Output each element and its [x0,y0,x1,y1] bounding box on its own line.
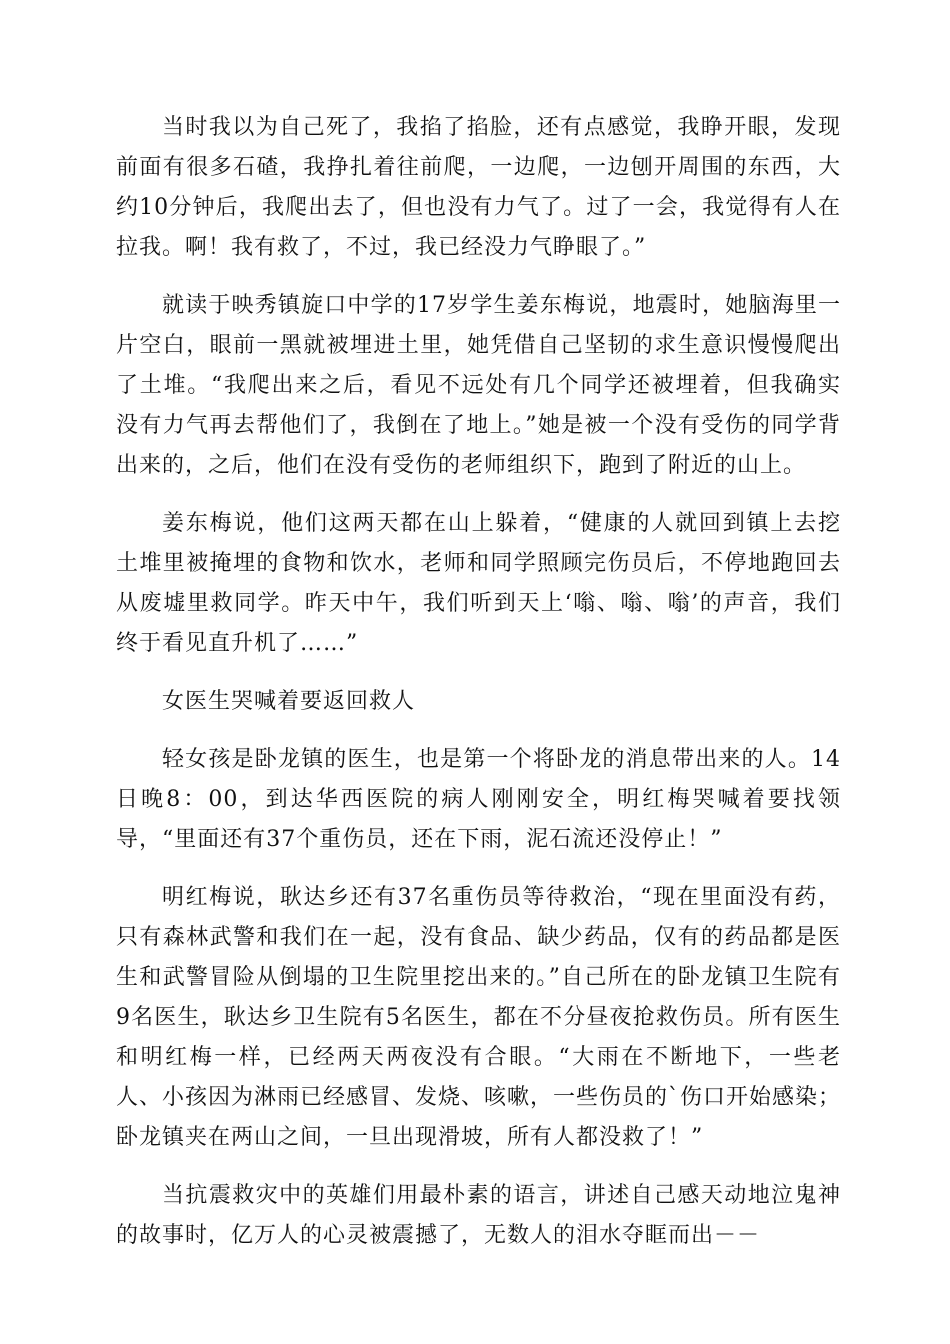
paragraph-2: 就读于映秀镇旋口中学的17岁学生姜东梅说，地震时，她脑海里一片空白，眼前一黑就被埋进土里，她凭借自己坚韧的求生意识慢慢爬出了土堆。“我爬出来之后，看见不远处有几个同学还被埋着，但我确实没有力气再去帮他们了，我倒在了地上。”她是被一个没有受伤的同学背出来的，之后，他们在没有受伤的老师组织下，跑到了附近的山上。 [116,293,841,478]
paragraph-1: 当时我以为自己死了，我掐了掐脸，还有点感觉，我睁开眼，发现前面有很多石碴，我挣扎着往前爬，一边爬，一边刨开周围的东西，大约10分钟后，我爬出去了，但也没有力气了。过了一会，我觉得有人在拉我。啊！我有救了，不过，我已经没力气睁眼了。” [116,115,841,260]
paragraph-4: 轻女孩是卧龙镇的医生，也是第一个将卧龙的消息带出来的人。14日晚8：00，到达华西医院的病人刚刚安全，明红梅哭喊着要找领导，“里面还有37个重伤员，还在下雨，泥石流还没停止！” [116,747,841,852]
paragraph-3: 姜东梅说，他们这两天都在山上躲着，“健康的人就回到镇上去挖土堆里被掩埋的食物和饮水，老师和同学照顾完伤员后，不停地跑回去从废墟里救同学。昨天中午，我们听到天上‘嗡、嗡、嗡’的声音，我们终于看见直升机了……” [116,511,841,656]
document-body [116,108,841,1274]
paragraph-6: 当抗震救灾中的英雄们用最朴素的语言，讲述自己感天动地泣鬼神的故事时，亿万人的心灵被震撼了，无数人的泪水夺眶而出－－ [116,1183,841,1248]
paragraph-5: 明红梅说，耿达乡还有37名重伤员等待救治，“现在里面没有药，只有森林武警和我们在一起，没有食品、缺少药品，仅有的药品都是医生和武警冒险从倒塌的卫生院里挖出来的。”自己所在的卧龙镇卫生院有9名医生，耿达乡卫生院有5名医生，都在不分昼夜抢救伤员。所有医生和明红梅一样，已经两天两夜没有合眼。“大雨在不断地下，一些老人、小孩因为淋雨已经感冒、发烧、咳嗽，一些伤员的`伤口开始感染；卧龙镇夹在两山之间，一旦出现滑坡，所有人都没救了！” [116,885,842,1150]
section-heading: 女医生哭喊着要返回救人 [162,689,416,714]
